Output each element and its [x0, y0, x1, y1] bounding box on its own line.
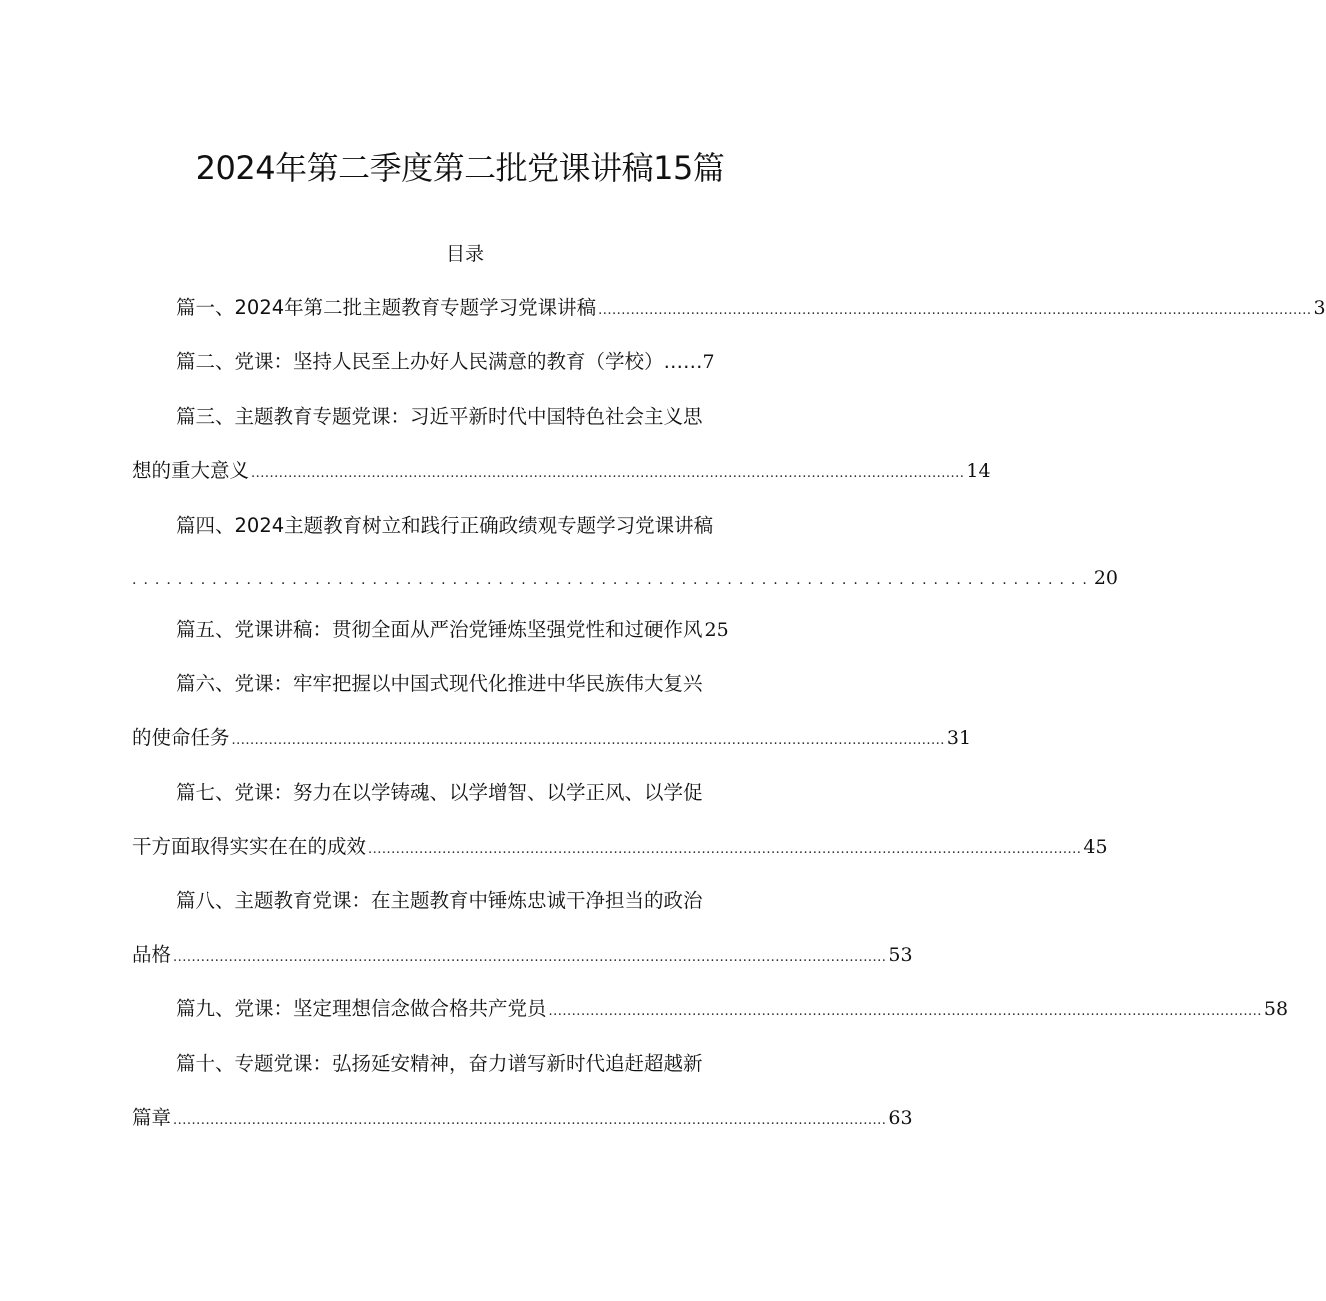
toc-entry-9-leader: ..........................................................................................................................................................	[548, 1004, 1262, 1019]
toc-entry-8-page: 53	[888, 944, 913, 966]
toc-entry-6[interactable]	[176, 670, 703, 698]
document-title: 2024年第二季度第二批党课讲稿15篇	[195, 149, 725, 187]
toc-entry-2-text: 篇二、党课：坚持人民至上办好人民满意的教育（学校）……	[176, 350, 703, 373]
toc-entry-4-page: 20	[1093, 567, 1119, 589]
toc-entry-2[interactable]	[176, 348, 715, 376]
toc-entry-3-text-continued: 想的重大意义	[132, 459, 250, 482]
toc-entry-4[interactable]	[176, 512, 713, 540]
toc-entry-2-page: 7	[702, 351, 715, 373]
toc-entry-1-leader: ..........................................................................................................................................................	[598, 303, 1312, 318]
toc-entry-4-text: 篇四、2024主题教育树立和践行正确政绩观专题学习党课讲稿	[176, 514, 714, 537]
toc-entry-6-continued[interactable]	[132, 724, 972, 755]
toc-entry-8[interactable]	[176, 887, 703, 915]
toc-entry-10-continued[interactable]	[132, 1104, 913, 1135]
toc-entry-10[interactable]	[176, 1050, 703, 1078]
toc-entry-6-text-continued: 的使命任务	[132, 726, 230, 749]
toc-entry-10-leader: ..........................................................................................................................................................	[173, 1113, 887, 1128]
toc-entry-4-continued[interactable]	[132, 564, 1119, 594]
toc-entry-3-leader: ..........................................................................................................................................................	[251, 466, 965, 481]
toc-entry-8-leader: ..........................................................................................................................................................	[173, 950, 887, 965]
toc-entry-3[interactable]	[176, 403, 703, 431]
toc-entry-10-text: 篇十、专题党课：弘扬延安精神，奋力谱写新时代追赶超越新	[176, 1052, 703, 1075]
toc-entry-5-text: 篇五、党课讲稿：贯彻全面从严治党锤炼坚强党性和过硬作风	[176, 618, 703, 641]
toc-entry-5-page: 25	[704, 619, 729, 641]
toc-entry-7-text: 篇七、党课：努力在以学铸魂、以学增智、以学正风、以学促	[176, 781, 703, 804]
toc-entry-7-continued[interactable]	[132, 833, 1108, 864]
toc-entry-6-leader: ..........................................................................................................................................................	[231, 733, 945, 748]
toc-entry-1-page: 3	[1313, 297, 1326, 319]
toc-entry-3-text: 篇三、主题教育专题党课：习近平新时代中国特色社会主义思	[176, 405, 703, 428]
toc-entry-9[interactable]	[176, 995, 1289, 1026]
toc-entry-8-text-continued: 品格	[132, 943, 172, 966]
toc-entry-5[interactable]	[176, 616, 729, 644]
toc-entry-7-leader: ..........................................................................................................................................................	[368, 842, 1082, 857]
toc-entry-8-text: 篇八、主题教育党课：在主题教育中锤炼忠诚干净担当的政治	[176, 889, 703, 912]
toc-entry-7[interactable]	[176, 779, 703, 807]
toc-entry-6-text: 篇六、党课：牢牢把握以中国式现代化推进中华民族伟大复兴	[176, 672, 703, 695]
toc-entry-7-page: 45	[1083, 836, 1108, 858]
toc-entry-1-text: 篇一、2024年第二批主题教育专题学习党课讲稿	[176, 296, 597, 319]
toc-heading: 目录	[445, 243, 484, 265]
toc-entry-7-text-continued: 干方面取得实实在在的成效	[132, 835, 367, 858]
toc-entry-8-continued[interactable]	[132, 941, 913, 972]
toc-entry-1[interactable]	[176, 294, 1326, 325]
toc-entry-3-continued[interactable]	[132, 457, 991, 488]
toc-entry-4-leader: ....................................................................................	[132, 572, 1094, 588]
toc-entry-10-page: 63	[888, 1107, 913, 1129]
toc-entry-10-text-continued: 篇章	[132, 1106, 172, 1129]
toc-entry-6-page: 31	[946, 727, 972, 749]
toc-entry-9-text: 篇九、党课：坚定理想信念做合格共产党员	[176, 997, 547, 1020]
toc-entry-9-page: 58	[1263, 998, 1289, 1020]
toc-entry-3-page: 14	[966, 460, 991, 482]
